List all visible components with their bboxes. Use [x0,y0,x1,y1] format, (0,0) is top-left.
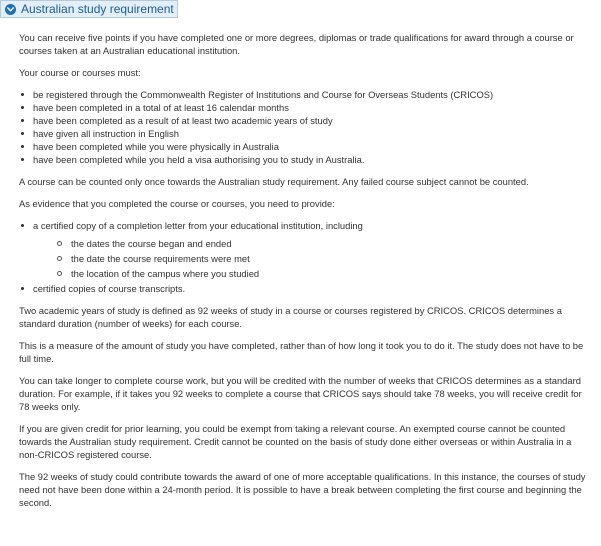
list-item: be registered through the Commonwealth Register of Institutions and Course for Overseas Students (CRICOS) [19,88,589,101]
counted-once-paragraph: A course can be counted only once towards the Australian study requirement. Any failed course subject cannot be counted. [19,176,529,187]
evidence-list [19,219,589,295]
paragraph-measure: This is a measure of the amount of study you have completed, rather than of how long it took you to do it. The study does not have to be full time. [19,340,584,364]
section-header-toggle[interactable] [0,0,178,18]
list-item: have been completed while you were physically in Australia [19,140,589,153]
chevron-down-icon [5,4,16,15]
must-heading: Your course or courses must: [19,67,141,78]
sub-list-item: the location of the campus where you studied [33,267,589,280]
list-item: have been completed while you held a visa authorising you to study in Australia. [19,153,589,166]
list-item [19,219,589,280]
requirements-list [19,88,589,166]
evidence-sub-list [33,237,589,280]
paragraph-longer: You can take longer to complete course work, but you will be credited with the number of weeks that CRICOS determines as a standard duration. For example, if it takes you 92 weeks to complete a course that CRICOS says should take 78 weeks, you will receive credit for 78 weeks only. [19,375,582,412]
list-item: have been completed as a result of at least two academic years of study [19,114,589,127]
paragraph-92-weeks: Two academic years of study is defined as 92 weeks of study in a course or courses registered by CRICOS. CRICOS determines a standard duration (number of weeks) for each course. [19,305,562,329]
sub-list-item: the date the course requirements were met [33,252,589,265]
list-item: certified copies of course transcripts. [19,282,589,295]
section-title: Australian study requirement [21,2,174,16]
list-item: have given all instruction in English [19,127,589,140]
evidence-heading: As evidence that you completed the course or courses, you need to provide: [19,198,335,209]
list-item: have been completed in a total of at least 16 calendar months [19,101,589,114]
section-content [19,31,589,518]
paragraph-contribute: The 92 weeks of study could contribute towards the award of one of more acceptable qualifications. In this instance, the courses of study need not have been done within a 24-month period. It is possible to have a break between completing the first course and beginning the second. [19,471,586,508]
paragraph-prior-learning: If you are given credit for prior learning, you could be exempt from taking a relevant course. An exempted course cannot be counted towards the Australian study requirement. Credit cannot be counted on the basis of study done either overseas or within Australia in a non-CRICOS registered course. [19,423,572,460]
evidence-item-text: a certified copy of a completion letter from your educational institution, including [33,220,363,231]
intro-paragraph: You can receive five points if you have completed one or more degrees, diplomas or trade qualifications for award through a course or courses taken at an Australian educational institution. [19,32,574,56]
sub-list-item: the dates the course began and ended [33,237,589,250]
